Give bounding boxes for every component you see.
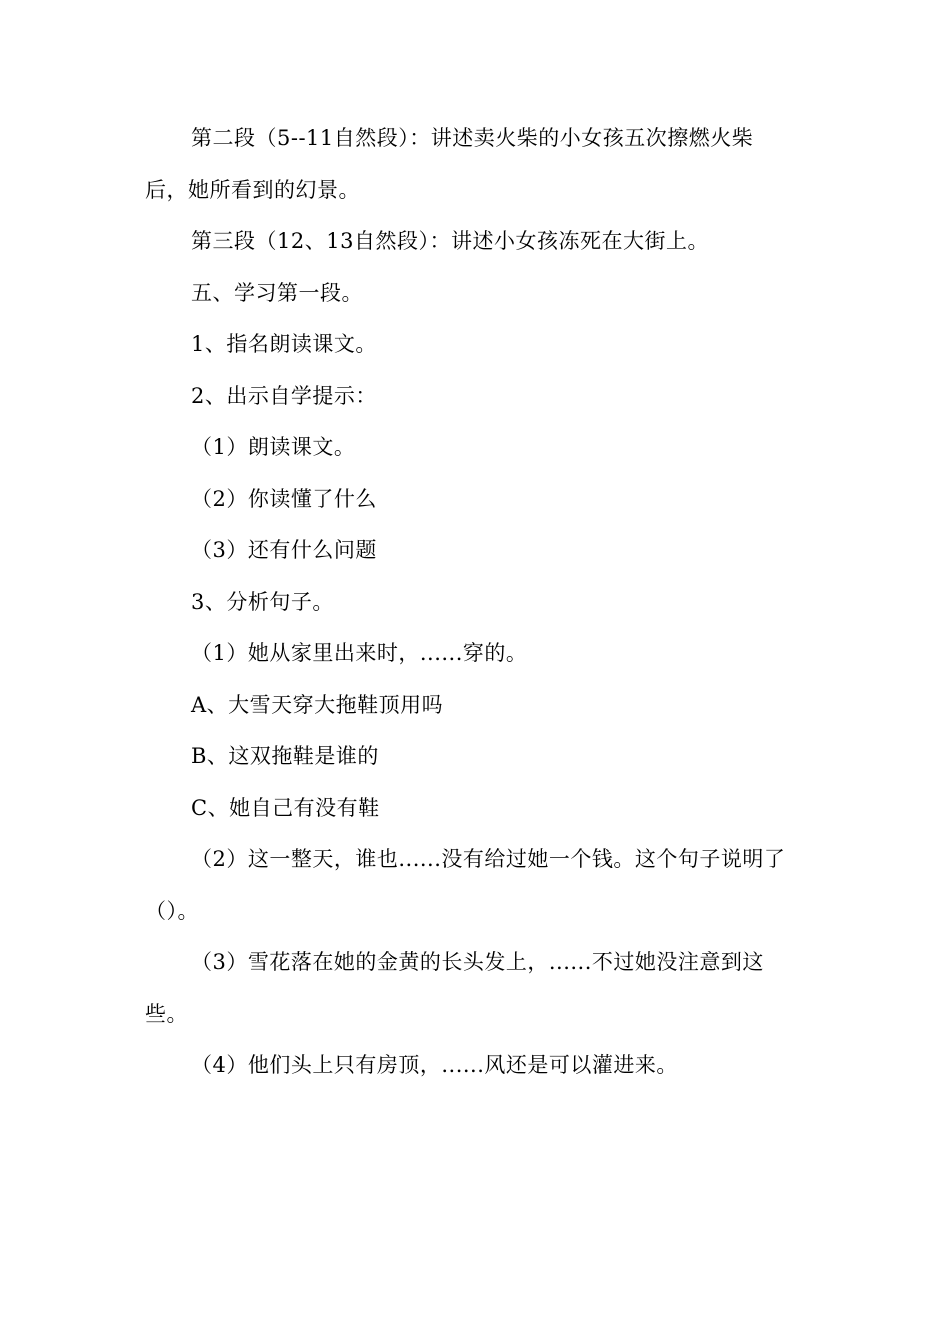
hint-1: （1）朗读课文。 xyxy=(191,435,356,459)
document-body xyxy=(145,113,795,1092)
step-3-analyze-sentences: 3、分析句子。 xyxy=(191,589,334,614)
paragraph-section-two: 第二段（5--11自然段）：讲述卖火柴的小女孩五次擦燃火柴后，她所看到的幻景。 xyxy=(145,126,754,202)
hint-3: （3）还有什么问题 xyxy=(191,538,377,562)
question-b: B、这双拖鞋是谁的 xyxy=(191,744,379,768)
step-1-read-aloud: 1、指名朗读课文。 xyxy=(191,332,377,356)
hint-2: （2）你读懂了什么 xyxy=(191,486,377,511)
step-2-self-study-hints: 2、出示自学提示： xyxy=(191,383,377,408)
sentence-1: （1）她从家里出来时，......穿的。 xyxy=(191,641,528,665)
sentence-2: （2）这一整天，谁也......没有给过她一个钱。这个句子说明了（）。 xyxy=(145,847,786,923)
heading-study-part-one: 五、学习第一段。 xyxy=(191,280,363,305)
sentence-3: （3）雪花落在她的金黄的长头发上，......不过她没注意到这些。 xyxy=(145,950,764,1026)
question-c: C、她自己有没有鞋 xyxy=(191,795,380,820)
paragraph-section-three: 第三段（12、13自然段）：讲述小女孩冻死在大街上。 xyxy=(191,229,709,253)
sentence-4: （4）他们头上只有房顶，......风还是可以灌进来。 xyxy=(191,1053,678,1077)
question-a: A、大雪天穿大拖鞋顶用吗 xyxy=(191,692,444,717)
